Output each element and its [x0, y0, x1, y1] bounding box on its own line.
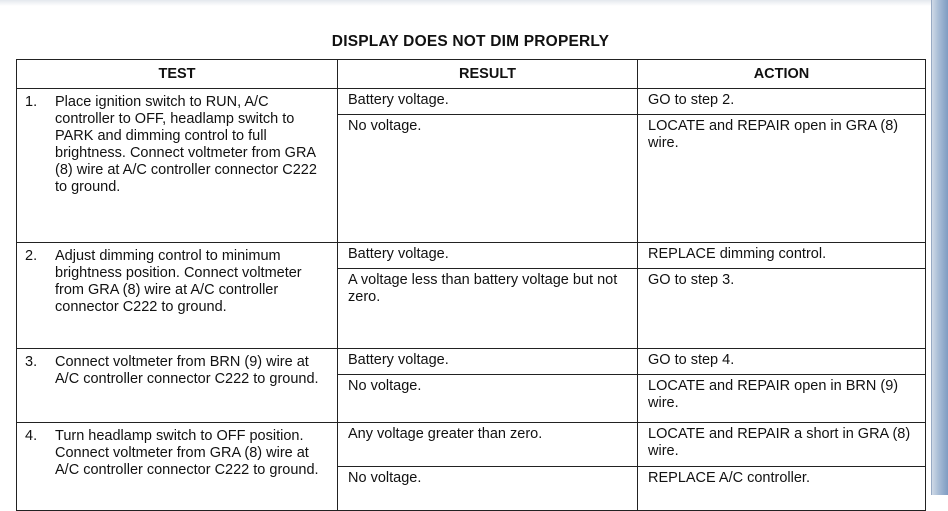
- action-cell: REPLACE A/C controller.: [638, 467, 926, 511]
- action-cell: LOCATE and REPAIR a short in GRA (8) wire.: [638, 423, 926, 467]
- test-cell: [17, 423, 338, 511]
- action-cell: REPLACE dimming control.: [638, 243, 926, 269]
- test-text: Adjust dimming control to minimum brightness position. Connect voltmeter from GRA (8) wire at A/C controller connector C222 to ground.: [55, 248, 302, 315]
- action-cell: GO to step 3.: [638, 269, 926, 349]
- header-action: ACTION: [638, 60, 926, 89]
- test-cell: [17, 243, 338, 349]
- table-row: [17, 423, 926, 467]
- diagnostic-table: [16, 59, 926, 511]
- action-cell: GO to step 2.: [638, 89, 926, 115]
- step-number: 3.: [25, 354, 38, 370]
- test-text: Place ignition switch to RUN, A/C controller to OFF, headlamp switch to PARK and dimming control to full brightness. Connect voltmeter from GRA (8) wire at A/C controller connector C222 to ground.: [55, 94, 317, 195]
- test-cell: [17, 89, 338, 243]
- result-cell: No voltage.: [338, 375, 638, 423]
- result-cell: Battery voltage.: [338, 89, 638, 115]
- test-text: Connect voltmeter from BRN (9) wire at A/C controller connector C222 to ground.: [55, 354, 319, 387]
- step-number: 1.: [25, 94, 38, 110]
- header-test: TEST: [17, 60, 338, 89]
- step-number: 4.: [25, 428, 38, 444]
- result-cell: No voltage.: [338, 115, 638, 243]
- page-title: DISPLAY DOES NOT DIM PROPERLY: [331, 33, 610, 50]
- result-cell: No voltage.: [338, 467, 638, 511]
- result-cell: Any voltage greater than zero.: [338, 423, 638, 467]
- step-number: 2.: [25, 248, 38, 264]
- header-row: [17, 60, 926, 89]
- result-cell: A voltage less than battery voltage but not zero.: [338, 269, 638, 349]
- action-cell: GO to step 4.: [638, 349, 926, 375]
- action-cell: LOCATE and REPAIR open in GRA (8) wire.: [638, 115, 926, 243]
- window-edge: [931, 0, 948, 495]
- test-text: Turn headlamp switch to OFF position. Connect voltmeter from GRA (8) wire at A/C controller connector C222 to ground.: [55, 428, 319, 478]
- test-cell: [17, 349, 338, 423]
- table-row: [17, 349, 926, 375]
- result-cell: Battery voltage.: [338, 349, 638, 375]
- table-row: [17, 243, 926, 269]
- action-cell: LOCATE and REPAIR open in BRN (9) wire.: [638, 375, 926, 423]
- header-result: RESULT: [338, 60, 638, 89]
- page-top-shadow: [0, 0, 932, 6]
- table-row: [17, 89, 926, 115]
- result-cell: Battery voltage.: [338, 243, 638, 269]
